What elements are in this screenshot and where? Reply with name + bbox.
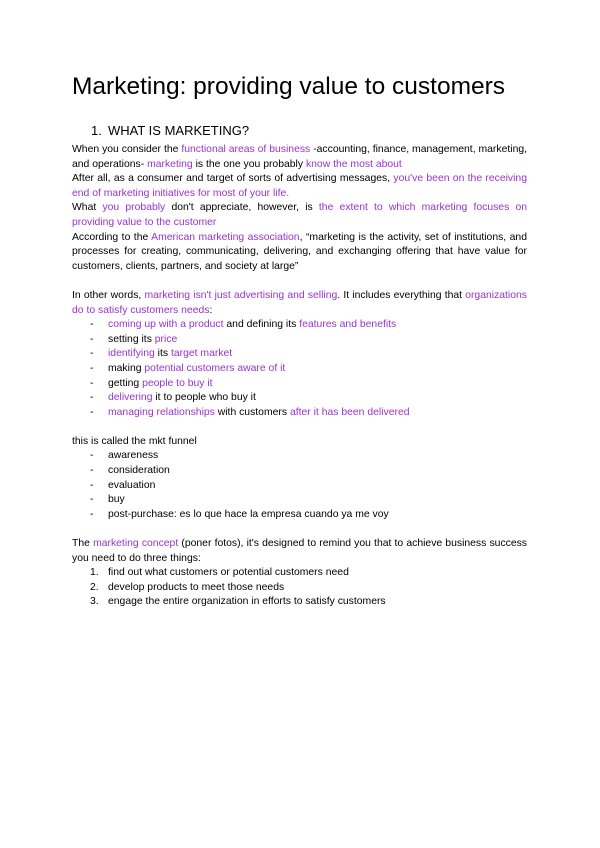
section-heading bbox=[91, 123, 249, 139]
section-title: WHAT IS MARKETING? bbox=[108, 123, 250, 138]
paragraph-marketing-concept: The marketing concept (poner fotos), it's designed to remind you that to achieve business success you need to do three things: bbox=[72, 538, 528, 564]
list-item: 2. develop products to meet those needs bbox=[90, 581, 285, 593]
list-item: 3. engage the entire organization in efforts to satisfy customers bbox=[90, 596, 386, 608]
list-item: - getting people to buy it bbox=[90, 377, 213, 389]
list-item: - setting its price bbox=[90, 333, 178, 345]
funnel-list bbox=[72, 449, 527, 522]
paragraph-functional-areas: When you consider the functional areas of business -accounting, finance, management, marketing, and operations- marketing is the one you probably know the most about bbox=[72, 144, 528, 170]
blank-line bbox=[72, 420, 527, 435]
paragraph-ama-definition: According to the American marketing association, “marketing is the activity, set of institutions, and processes for creating, communicating, delivering, and exchanging offering that have value for customers, clients, partners, and society at large” bbox=[72, 231, 527, 272]
list-item: 1. find out what customers or potential customers need bbox=[90, 567, 349, 579]
list-item: - awareness bbox=[90, 450, 159, 462]
blank-line bbox=[72, 522, 527, 537]
marketing-activities-list bbox=[72, 318, 527, 420]
list-item: - post-purchase: es lo que hace la empresa cuando ya me voy bbox=[90, 508, 389, 520]
paragraph-consumer: After all, as a consumer and target of sorts of advertising messages, you've been on the receiving end of marketing initiatives for most of your life. bbox=[72, 173, 527, 199]
list-item: - delivering it to people who buy it bbox=[90, 392, 256, 404]
page-title: Marketing: providing value to customers bbox=[72, 73, 506, 100]
list-item: - buy bbox=[90, 494, 125, 506]
list-item: - managing relationships with customers after it has been delivered bbox=[90, 406, 410, 418]
section-number: 1. bbox=[91, 123, 102, 138]
blank-line bbox=[72, 274, 527, 289]
three-things-list bbox=[72, 566, 527, 610]
paragraph-other-words: In other words, marketing isn't just advertising and selling. It includes everything that organizations do to satisfy customers needs: bbox=[72, 289, 527, 316]
list-item: - identifying its target market bbox=[90, 348, 233, 360]
list-item: - evaluation bbox=[90, 479, 156, 491]
list-item: - making potential customers aware of it bbox=[90, 362, 286, 374]
paragraph-value: What you probably don't appreciate, however, is the extent to which marketing focuses on providing value to the customer bbox=[72, 202, 528, 228]
list-item: - consideration bbox=[90, 465, 170, 477]
list-item: - coming up with a product and defining its features and benefits bbox=[90, 319, 397, 331]
funnel-intro: this is called the mkt funnel bbox=[72, 435, 197, 447]
document-body bbox=[72, 143, 527, 610]
